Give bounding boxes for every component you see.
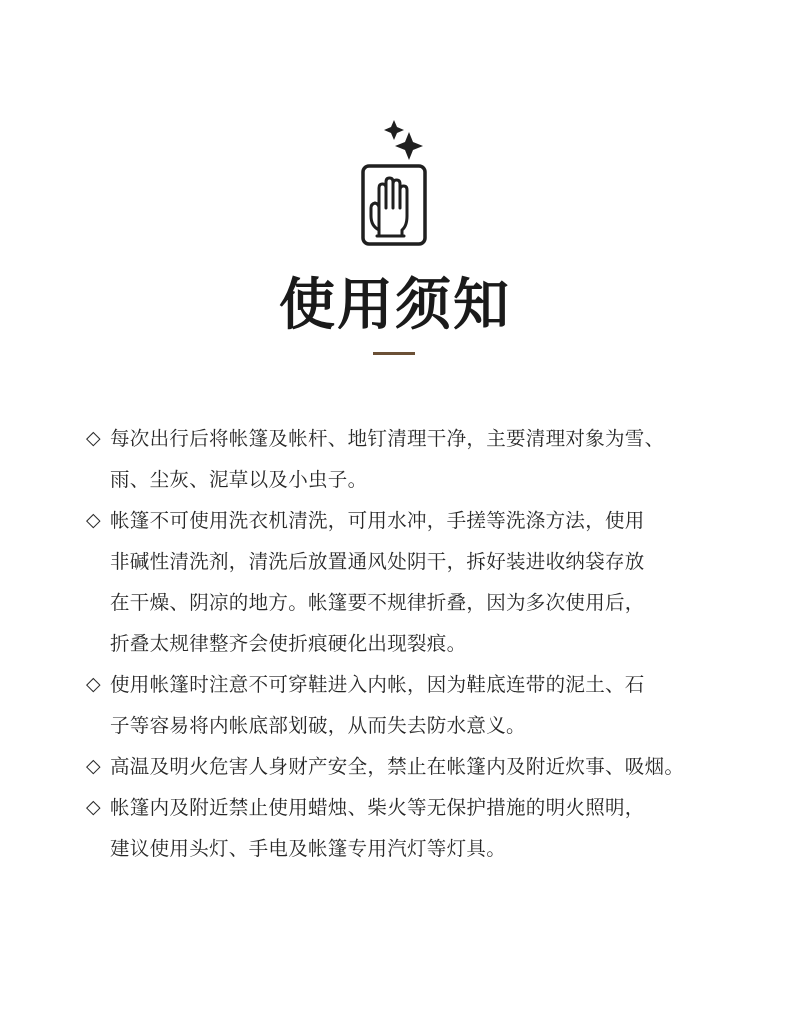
note-line: 非碱性清洗剂，清洗后放置通风处阴干，拆好装进收纳袋存放 (110, 550, 645, 573)
diamond-bullet-icon: ◇ (86, 673, 101, 695)
note-line: 每次出行后将帐篷及帐杆、地钉清理干净，主要清理对象为雪、 (110, 427, 665, 450)
note-line: 使用帐篷时注意不可穿鞋进入内帐，因为鞋底连带的泥土、石 (110, 673, 645, 696)
note-item-1 (86, 418, 766, 500)
diamond-bullet-icon: ◇ (86, 427, 101, 449)
clean-hand-sparkle-icon (350, 118, 440, 248)
diamond-bullet-icon: ◇ (86, 796, 101, 818)
diamond-bullet-icon: ◇ (86, 509, 101, 531)
note-item-3 (86, 664, 766, 746)
diamond-bullet-icon: ◇ (86, 755, 101, 777)
note-item-2 (86, 500, 766, 664)
note-item-5 (86, 787, 766, 869)
page-title: 使用须知 (279, 273, 511, 338)
note-item-4 (86, 746, 766, 787)
notes-list (86, 418, 766, 869)
note-line: 在干燥、阴凉的地方。帐篷要不规律折叠，因为多次使用后， (110, 591, 645, 614)
note-line: 折叠太规律整齐会使折痕硬化出现裂痕。 (110, 632, 467, 655)
note-line: 高温及明火危害人身财产安全，禁止在帐篷内及附近炊事、吸烟。 (110, 755, 685, 778)
note-line: 建议使用头灯、手电及帐篷专用汽灯等灯具。 (110, 837, 507, 860)
note-line: 帐篷内及附近禁止使用蜡烛、柴火等无保护措施的明火照明， (110, 796, 645, 819)
note-line: 帐篷不可使用洗衣机清洗，可用水冲，手搓等洗涤方法，使用 (110, 509, 645, 532)
note-line: 雨、尘灰、泥草以及小虫子。 (110, 468, 368, 491)
title-divider (373, 352, 415, 355)
note-line: 子等容易将内帐底部划破，从而失去防水意义。 (110, 714, 526, 737)
